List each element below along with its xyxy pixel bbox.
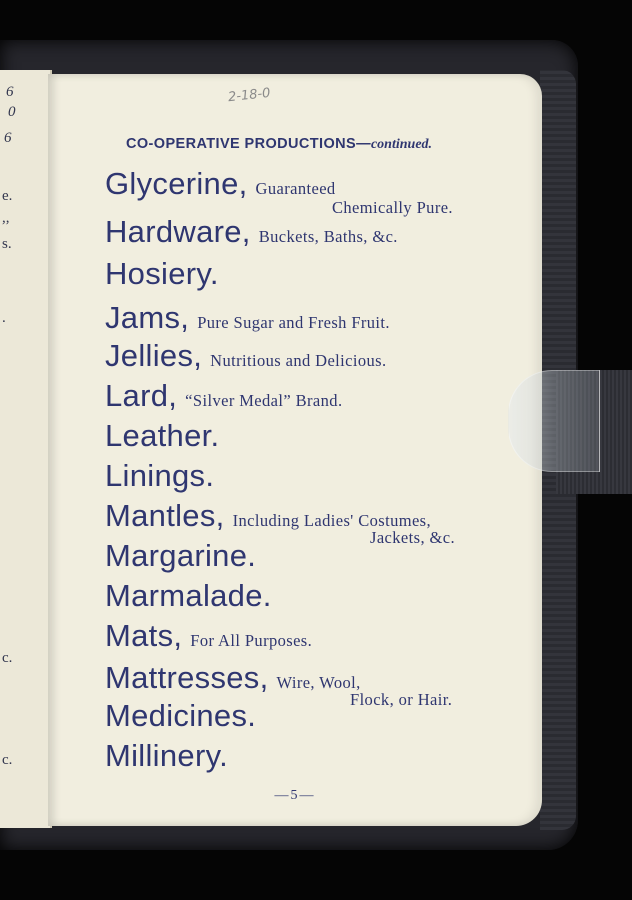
entry-description-continued: Chemically Pure. — [332, 198, 453, 217]
entry-description: Buckets, Baths, &c. — [258, 227, 398, 246]
list-item — [105, 340, 387, 371]
clasp-icon — [508, 370, 600, 472]
list-item — [105, 302, 390, 333]
previous-page-edge — [0, 70, 52, 828]
heading-title: CO-OPERATIVE PRODUCTIONS— — [126, 136, 371, 152]
list-item — [105, 216, 398, 247]
entry-name: Mats, — [105, 618, 183, 653]
list-item — [105, 540, 256, 571]
list-item — [105, 420, 219, 451]
entry-name: Mattresses, — [105, 660, 269, 695]
entry-description-continued: Flock, or Hair. — [350, 690, 453, 709]
page-heading — [126, 136, 432, 153]
list-item — [105, 700, 256, 731]
list-item — [105, 740, 228, 771]
entry-description: Wire, Wool, — [276, 673, 361, 692]
list-item — [105, 380, 342, 411]
list-item — [105, 580, 272, 611]
entry-description: Pure Sugar and Fresh Fruit. — [197, 313, 390, 332]
left-page-fragment: 0 — [8, 104, 16, 120]
list-item — [105, 258, 219, 289]
list-item — [105, 662, 361, 693]
left-page-fragment: ,, — [2, 210, 10, 226]
left-page-fragment: . — [2, 310, 6, 326]
page-number: —5— — [274, 788, 316, 803]
entry-description-continued: Jackets, &c. — [370, 528, 455, 547]
heading-continued: continued. — [370, 137, 433, 152]
entry-description: Including Ladies' Costumes, — [232, 511, 432, 530]
pencil-note: 2-18-0 — [227, 85, 272, 106]
left-page-fragment: 6 — [4, 130, 12, 146]
left-page-fragment: c. — [2, 650, 13, 666]
entry-name: Leather. — [105, 418, 220, 453]
list-item — [105, 500, 431, 531]
entry-name: Lard, — [105, 378, 178, 413]
book-page — [48, 74, 542, 826]
entry-name: Glycerine, — [105, 166, 248, 201]
entry-name: Hardware, — [105, 214, 251, 249]
entry-name: Jellies, — [105, 338, 203, 373]
entry-description: Nutritious and Delicious. — [210, 351, 387, 370]
entry-name: Marmalade. — [105, 578, 272, 613]
entry-name: Mantles, — [105, 498, 225, 533]
left-page-fragment: e. — [2, 188, 13, 204]
entry-name: Jams, — [105, 300, 190, 335]
entry-name: Millinery. — [105, 738, 228, 773]
list-item — [105, 168, 336, 199]
entry-description: For All Purposes. — [190, 631, 313, 650]
entry-name: Margarine. — [105, 538, 257, 573]
entry-name: Medicines. — [105, 698, 257, 733]
left-page-fragment: 6 — [6, 84, 14, 100]
entry-name: Hosiery. — [105, 256, 219, 291]
list-item — [105, 620, 312, 651]
entry-name: Linings. — [105, 458, 215, 493]
entry-description: “Silver Medal” Brand. — [185, 391, 343, 410]
list-item — [105, 460, 214, 491]
left-page-fragment: s. — [2, 236, 12, 252]
left-page-fragment: c. — [2, 752, 13, 768]
entry-description: Guaranteed — [255, 179, 336, 198]
